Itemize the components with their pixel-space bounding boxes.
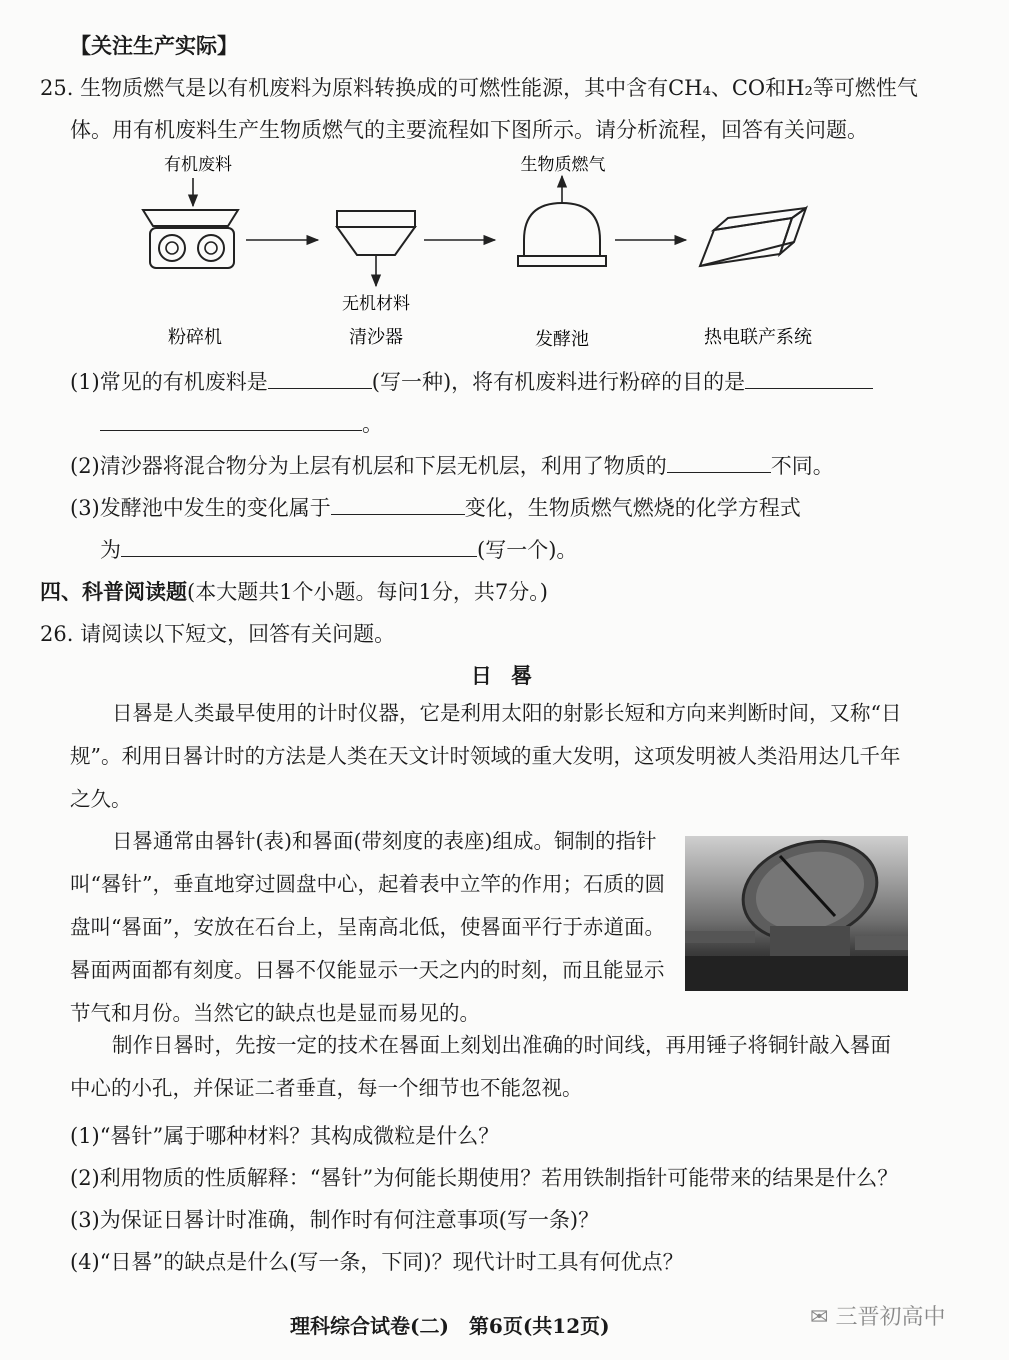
q25-part1-cont: 。 — [100, 408, 383, 438]
stage-label: 发酵池 — [535, 329, 589, 350]
q25-part3: (3)发酵池中发生的变化属于 变化，生物质燃气燃烧的化学方程式 — [70, 496, 801, 520]
q25-intro-line2: 体。用有机废料生产生物质燃气的主要流程如下图所示。请分析流程，回答有关问题。 — [70, 118, 868, 142]
process-flow-diagram — [0, 148, 1009, 358]
article-para-1: 日晷是人类最早使用的计时仪器，它是利用太阳的射影长短和方向来判断时间，又称“日规”。利用日晷计时的方法是人类在天文计时领域的重大发明，这项发明被人类沿用达几千年之久。 — [70, 701, 902, 811]
answer-blank[interactable] — [745, 368, 873, 389]
bottom-output-label: 无机材料 — [342, 294, 410, 314]
section4-header: 四、科普阅读题(本大题共1个小题。每问1分，共7分。) — [40, 579, 548, 604]
q25-part2: (2)清沙器将混合物分为上层有机层和下层无机层，利用了物质的 不同。 — [70, 454, 834, 478]
q26-question-2: (2)利用物质的性质解释：“晷针”为何能长期使用？若用铁制指针可能带来的结果是什么？ — [70, 1166, 899, 1190]
sand-cleaner-icon — [337, 211, 415, 255]
top-output-label: 生物质燃气 — [520, 155, 606, 175]
answer-blank[interactable] — [121, 536, 477, 557]
article-para-2: 日晷通常由晷针(表)和晷面(带刻度的表座)组成。铜制的指针叫“晷针”，垂直地穿过圆盘中心，起着表中立竿的作用；石质的圆盘叫“晷面”，安放在石台上，呈南高北低，使晷面平行于赤道面。晷面两面都有刻度。日晷不仅能显示一天之内的时刻，而且能显示节气和月份。当然它的缺点也是显而易见的。 — [70, 829, 665, 1025]
chp-system-icon — [700, 208, 806, 266]
q25-part1: (1)常见的有机废料是 (写一种)，将有机废料进行粉碎的目的是 — [70, 366, 873, 396]
q26-question-1: (1)“晷针”属于哪种材料？其构成微粒是什么？ — [70, 1124, 500, 1148]
answer-blank[interactable] — [100, 410, 362, 431]
article-para-3: 制作日晷时，先按一定的技术在晷面上刻划出准确的时间线，再用锤子将铜针敲入晷面中心的小孔，并保证二者垂直，每一个细节也不能忽视。 — [70, 1033, 891, 1100]
q25-intro-line1: 25. 生物质燃气是以有机废料为原料转换成的可燃性能源，其中含有CH₄、CO和H₂等可燃性气 — [40, 76, 918, 100]
q25-part3-cont: 为 (写一个)。 — [100, 538, 578, 562]
answer-blank[interactable] — [268, 368, 372, 389]
section-tag: 【关注生产实际】 — [70, 33, 238, 58]
answer-blank[interactable] — [667, 452, 771, 473]
q26-question-4: (4)“日晷”的缺点是什么(写一条，下同)？现代计时工具有何优点？ — [70, 1250, 684, 1274]
q26-question-3: (3)为保证日晷计时准确，制作时有何注意事项(写一条)？ — [70, 1208, 600, 1232]
q26-intro: 26. 请阅读以下短文，回答有关问题。 — [40, 622, 396, 646]
crusher-icon — [143, 210, 238, 268]
stage-label: 热电联产系统 — [704, 327, 812, 348]
fermentation-tank-icon — [518, 203, 606, 266]
sundial-photo — [685, 836, 908, 991]
input-label: 有机废料 — [164, 155, 232, 175]
watermark: ✉ 三晋初高中 — [810, 1305, 946, 1330]
stage-label: 粉碎机 — [168, 327, 222, 348]
wechat-icon: ✉ — [810, 1305, 836, 1330]
page-footer: 理科综合试卷(二) 第6页(共12页) — [290, 1314, 610, 1338]
answer-blank[interactable] — [331, 494, 465, 515]
stage-label: 清沙器 — [349, 327, 403, 348]
sundial-image-icon — [685, 836, 908, 991]
article-title: 日 晷 — [470, 663, 539, 688]
